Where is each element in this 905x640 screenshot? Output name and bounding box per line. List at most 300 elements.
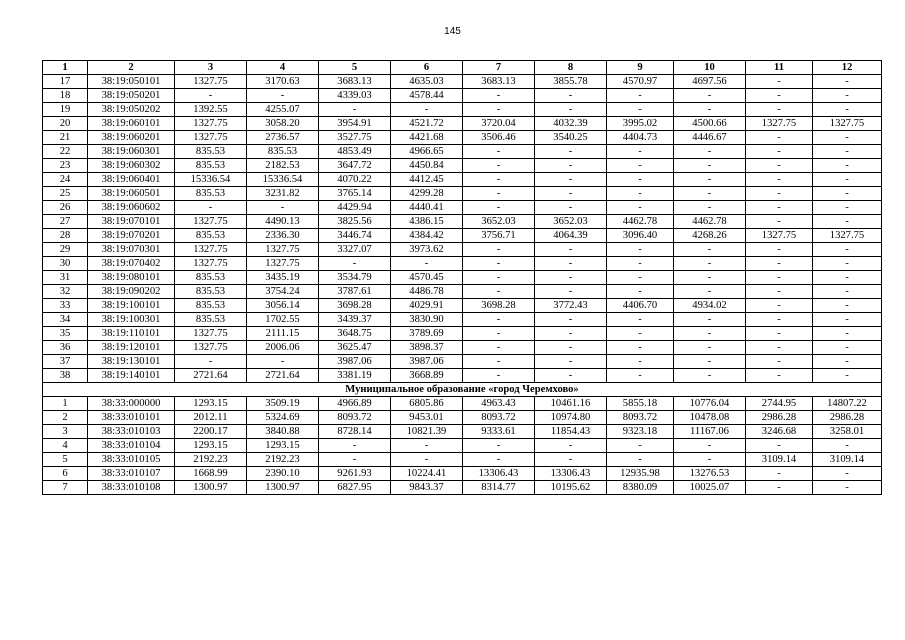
table-cell: - (463, 327, 535, 341)
table-cell: 38:33:010108 (88, 481, 175, 495)
table-cell: - (463, 89, 535, 103)
table-row (43, 355, 882, 369)
table-cell: 835.53 (175, 229, 247, 243)
table-cell: 3540.25 (535, 131, 607, 145)
table-cell: - (463, 439, 535, 453)
table-cell: 3954.91 (319, 117, 391, 131)
table-cell: - (746, 271, 813, 285)
table-cell: 1702.55 (247, 313, 319, 327)
table-cell: - (607, 243, 674, 257)
table-cell: 4853.49 (319, 145, 391, 159)
table-cell: 5855.18 (607, 397, 674, 411)
table-cell: 2012.11 (175, 411, 247, 425)
table-cell: 3381.19 (319, 369, 391, 383)
table-cell: 38:19:050202 (88, 103, 175, 117)
table-cell: - (746, 355, 813, 369)
table-cell: 15336.54 (175, 173, 247, 187)
table-cell: 4384.42 (391, 229, 463, 243)
table-row (43, 145, 882, 159)
page-number: 145 (444, 26, 461, 37)
table-cell: 4635.03 (391, 75, 463, 89)
table-cell: - (674, 453, 746, 467)
table-cell: 1668.99 (175, 467, 247, 481)
table-cell: 835.53 (175, 299, 247, 313)
table-cell: 4446.67 (674, 131, 746, 145)
table-cell: 835.53 (175, 187, 247, 201)
table-cell: 4 (43, 439, 88, 453)
table-cell: 4440.41 (391, 201, 463, 215)
table-cell: - (746, 313, 813, 327)
table-cell: 2006.06 (247, 341, 319, 355)
col-header: 7 (463, 61, 535, 75)
table-cell: 10776.04 (674, 397, 746, 411)
table-cell: - (813, 159, 882, 173)
table-cell: 38:19:140101 (88, 369, 175, 383)
table-cell: 1327.75 (175, 257, 247, 271)
table-cell: - (813, 285, 882, 299)
table-cell: 38:33:010107 (88, 467, 175, 481)
table-cell: 38:19:070201 (88, 229, 175, 243)
table-cell: 3772.43 (535, 299, 607, 313)
table-cell: 10974.80 (535, 411, 607, 425)
table-row (43, 215, 882, 229)
table-cell: 38:19:120101 (88, 341, 175, 355)
table-cell: 3509.19 (247, 397, 319, 411)
table-cell: - (607, 313, 674, 327)
table-cell: 38:19:060301 (88, 145, 175, 159)
table-cell: 30 (43, 257, 88, 271)
table-cell: - (607, 187, 674, 201)
table-cell: 1293.15 (247, 439, 319, 453)
table-cell: 4064.39 (535, 229, 607, 243)
table-cell: 3506.46 (463, 131, 535, 145)
table-cell: 1327.75 (813, 229, 882, 243)
table-cell: 3720.04 (463, 117, 535, 131)
table-cell: - (535, 103, 607, 117)
table-cell: - (247, 201, 319, 215)
table-cell: 835.53 (175, 313, 247, 327)
table-cell: - (463, 285, 535, 299)
table-cell: 835.53 (175, 145, 247, 159)
table-cell: - (535, 173, 607, 187)
table-cell: 38:19:060602 (88, 201, 175, 215)
table-row (43, 243, 882, 257)
table-row (43, 201, 882, 215)
table-cell: - (607, 201, 674, 215)
table-row (43, 369, 882, 383)
table-cell: 1327.75 (746, 117, 813, 131)
table-cell: - (175, 355, 247, 369)
table-cell: - (813, 481, 882, 495)
table-cell: 5 (43, 453, 88, 467)
table-cell: 4412.45 (391, 173, 463, 187)
table-cell: 38:33:010104 (88, 439, 175, 453)
table-cell: 2336.30 (247, 229, 319, 243)
table-cell: 29 (43, 243, 88, 257)
table-cell: 3625.47 (319, 341, 391, 355)
table-cell: 3754.24 (247, 285, 319, 299)
table-cell: 35 (43, 327, 88, 341)
table-cell: - (607, 369, 674, 383)
table-cell: - (391, 257, 463, 271)
table-cell: 4386.15 (391, 215, 463, 229)
table-cell: - (813, 201, 882, 215)
table-cell: 2986.28 (813, 411, 882, 425)
table-cell: 38:19:080101 (88, 271, 175, 285)
table-cell: 38:33:010103 (88, 425, 175, 439)
table-cell: 4268.26 (674, 229, 746, 243)
table-cell: - (463, 243, 535, 257)
table-row (43, 397, 882, 411)
table-cell: 3698.28 (463, 299, 535, 313)
table-cell: 6 (43, 467, 88, 481)
table-cell: 4299.28 (391, 187, 463, 201)
table-cell: 36 (43, 341, 88, 355)
table-cell: 8314.77 (463, 481, 535, 495)
table-cell: - (535, 257, 607, 271)
table-cell: 38:19:130101 (88, 355, 175, 369)
table-cell: - (463, 341, 535, 355)
table-cell: 6805.86 (391, 397, 463, 411)
table-cell: 1327.75 (175, 341, 247, 355)
table-cell: 9261.93 (319, 467, 391, 481)
table-cell: - (746, 439, 813, 453)
table-cell: - (607, 341, 674, 355)
table-cell: 1327.75 (746, 229, 813, 243)
table-cell: 1300.97 (247, 481, 319, 495)
table-cell: 8093.72 (319, 411, 391, 425)
table-cell: - (746, 215, 813, 229)
table-cell: - (607, 257, 674, 271)
table-cell: - (813, 313, 882, 327)
table-cell: - (535, 159, 607, 173)
table-cell: - (463, 257, 535, 271)
table-cell: 2200.17 (175, 425, 247, 439)
table-cell: 3787.61 (319, 285, 391, 299)
table-cell: 13306.43 (535, 467, 607, 481)
table-cell: 3789.69 (391, 327, 463, 341)
table-cell: - (813, 103, 882, 117)
table-row (43, 229, 882, 243)
table-cell: 1327.75 (175, 75, 247, 89)
table-cell: - (535, 439, 607, 453)
table-cell: - (746, 159, 813, 173)
table-cell: - (463, 369, 535, 383)
table-row (43, 131, 882, 145)
table-cell: 3109.14 (813, 453, 882, 467)
table-cell: - (607, 271, 674, 285)
table-cell: - (607, 453, 674, 467)
table-cell: 38:19:070101 (88, 215, 175, 229)
table-cell: - (674, 89, 746, 103)
table-cell: 4934.02 (674, 299, 746, 313)
table-cell: - (674, 271, 746, 285)
table-cell: - (535, 355, 607, 369)
table-cell: 3683.13 (463, 75, 535, 89)
table-cell: 38:33:010105 (88, 453, 175, 467)
table-cell: - (535, 453, 607, 467)
table-cell: 2192.23 (247, 453, 319, 467)
table-row (43, 257, 882, 271)
table-cell: - (319, 453, 391, 467)
table-cell: 8093.72 (463, 411, 535, 425)
table-row (43, 75, 882, 89)
table-cell: 10195.62 (535, 481, 607, 495)
table-row (43, 327, 882, 341)
table-cell: 1293.15 (175, 439, 247, 453)
table-cell: 37 (43, 355, 88, 369)
table-cell: 3698.28 (319, 299, 391, 313)
table-cell: 17 (43, 75, 88, 89)
table-cell: 38:19:070402 (88, 257, 175, 271)
table-cell: - (175, 201, 247, 215)
table-cell: - (813, 131, 882, 145)
col-header: 12 (813, 61, 882, 75)
table-cell: 3973.62 (391, 243, 463, 257)
table-row (43, 425, 882, 439)
table-cell: 4450.84 (391, 159, 463, 173)
table-cell: 1327.75 (175, 215, 247, 229)
table-row (43, 117, 882, 131)
table-cell: - (813, 215, 882, 229)
table-cell: - (463, 453, 535, 467)
table-cell: 14807.22 (813, 397, 882, 411)
table-cell: 38:19:100301 (88, 313, 175, 327)
table-cell: 1327.75 (175, 327, 247, 341)
table-cell: 2986.28 (746, 411, 813, 425)
table-cell: - (746, 173, 813, 187)
table-cell: - (391, 453, 463, 467)
table-cell: 2744.95 (746, 397, 813, 411)
table-cell: 23 (43, 159, 88, 173)
table-cell: 4966.65 (391, 145, 463, 159)
table-row (43, 89, 882, 103)
table-cell: 3056.14 (247, 299, 319, 313)
table-cell: 7 (43, 481, 88, 495)
table-cell: - (535, 187, 607, 201)
table-cell: - (463, 201, 535, 215)
table-cell: 1327.75 (247, 243, 319, 257)
table-cell: - (746, 369, 813, 383)
table-cell: - (607, 285, 674, 299)
table-cell: - (535, 341, 607, 355)
table-cell: 3756.71 (463, 229, 535, 243)
col-header: 5 (319, 61, 391, 75)
table-row (43, 271, 882, 285)
table-cell: 3231.82 (247, 187, 319, 201)
col-header: 9 (607, 61, 674, 75)
table-cell: - (813, 299, 882, 313)
table-cell: 2736.57 (247, 131, 319, 145)
table-cell: 4966.89 (319, 397, 391, 411)
table-cell: - (746, 103, 813, 117)
table-cell: 3258.01 (813, 425, 882, 439)
table-cell: 4339.03 (319, 89, 391, 103)
col-header: 6 (391, 61, 463, 75)
table-cell: 11854.43 (535, 425, 607, 439)
table-cell: 8093.72 (607, 411, 674, 425)
table-cell: 33 (43, 299, 88, 313)
table-cell: 3170.63 (247, 75, 319, 89)
table-cell: 5324.69 (247, 411, 319, 425)
table-cell: - (535, 243, 607, 257)
table-cell: 9843.37 (391, 481, 463, 495)
table-cell: 4578.44 (391, 89, 463, 103)
table-cell: - (674, 103, 746, 117)
table-cell: 3987.06 (391, 355, 463, 369)
table-row (43, 481, 882, 495)
table-cell: 2390.10 (247, 467, 319, 481)
table-cell: - (535, 285, 607, 299)
table-cell: 2 (43, 411, 88, 425)
table-cell: - (746, 131, 813, 145)
table-cell: - (746, 187, 813, 201)
table-cell: - (607, 439, 674, 453)
table-cell: 2182.53 (247, 159, 319, 173)
table-cell: - (674, 257, 746, 271)
table-row (43, 285, 882, 299)
table-cell: 3765.14 (319, 187, 391, 201)
table-cell: - (674, 243, 746, 257)
table-cell: 1293.15 (175, 397, 247, 411)
table-row (43, 187, 882, 201)
table-cell: - (463, 159, 535, 173)
table-cell: 1327.75 (175, 117, 247, 131)
table-cell: 10224.41 (391, 467, 463, 481)
table-cell: 4500.66 (674, 117, 746, 131)
table-cell: 38:19:060201 (88, 131, 175, 145)
section-title: Муниципальное образование «город Черемхово» (43, 383, 882, 397)
table-cell: 38:19:060101 (88, 117, 175, 131)
table-cell: 22 (43, 145, 88, 159)
table-cell: - (463, 103, 535, 117)
table-cell: - (746, 257, 813, 271)
table-cell: 1327.75 (175, 243, 247, 257)
table-cell: - (463, 271, 535, 285)
table-cell: - (674, 145, 746, 159)
table-cell: 38:19:090202 (88, 285, 175, 299)
data-table (42, 60, 882, 495)
table-cell: - (813, 271, 882, 285)
table-cell: - (674, 327, 746, 341)
table-cell: 1392.55 (175, 103, 247, 117)
table-cell: - (746, 243, 813, 257)
table-cell: - (813, 341, 882, 355)
table-cell: - (463, 187, 535, 201)
table-cell: 835.53 (175, 285, 247, 299)
table-cell: 2721.64 (247, 369, 319, 383)
table-cell: - (535, 201, 607, 215)
table-cell: 1327.75 (175, 131, 247, 145)
table-cell: 3246.68 (746, 425, 813, 439)
table-cell: - (746, 285, 813, 299)
table-cell: 38:33:010101 (88, 411, 175, 425)
table-cell: - (746, 327, 813, 341)
table-cell: 38:19:050101 (88, 75, 175, 89)
table-cell: 4462.78 (674, 215, 746, 229)
table-cell: - (746, 145, 813, 159)
table-cell: 4570.97 (607, 75, 674, 89)
col-header: 1 (43, 61, 88, 75)
table-cell: 34 (43, 313, 88, 327)
table-cell: 835.53 (175, 159, 247, 173)
table-cell: 3648.75 (319, 327, 391, 341)
table-cell: - (674, 313, 746, 327)
table-cell: - (813, 327, 882, 341)
table-cell: - (607, 355, 674, 369)
table-cell: - (674, 159, 746, 173)
table-cell: 38:19:110101 (88, 327, 175, 341)
table-cell: 4462.78 (607, 215, 674, 229)
table-cell: - (607, 173, 674, 187)
table-cell: - (463, 173, 535, 187)
table-cell: 10461.16 (535, 397, 607, 411)
table-cell: - (813, 243, 882, 257)
table-cell: 4255.07 (247, 103, 319, 117)
table-cell: 3668.89 (391, 369, 463, 383)
table-cell: - (247, 89, 319, 103)
table-cell: 4490.13 (247, 215, 319, 229)
table-cell: - (813, 145, 882, 159)
table-cell: 3840.88 (247, 425, 319, 439)
table-cell: 21 (43, 131, 88, 145)
table-cell: 4429.94 (319, 201, 391, 215)
table-cell: 3652.03 (535, 215, 607, 229)
table-cell: 835.53 (247, 145, 319, 159)
table-cell: - (319, 257, 391, 271)
table-cell: - (674, 341, 746, 355)
table-cell: 4029.91 (391, 299, 463, 313)
table-cell: 3987.06 (319, 355, 391, 369)
table-cell: 4486.78 (391, 285, 463, 299)
table-cell: - (746, 75, 813, 89)
table-cell: 3096.40 (607, 229, 674, 243)
table-cell: - (674, 201, 746, 215)
table-cell: 3683.13 (319, 75, 391, 89)
table-cell: 13276.53 (674, 467, 746, 481)
table-cell: 8380.09 (607, 481, 674, 495)
table-cell: - (319, 439, 391, 453)
table-cell: 28 (43, 229, 88, 243)
table-cell: - (674, 369, 746, 383)
table-cell: - (813, 467, 882, 481)
table-cell: 3435.19 (247, 271, 319, 285)
table-cell: 32 (43, 285, 88, 299)
table-cell: - (674, 355, 746, 369)
table-cell: 835.53 (175, 271, 247, 285)
table-cell: 38:19:100101 (88, 299, 175, 313)
table-cell: - (746, 299, 813, 313)
table-cell: 24 (43, 173, 88, 187)
table-cell: 10478.08 (674, 411, 746, 425)
table-cell: - (535, 145, 607, 159)
table-row (43, 159, 882, 173)
table-cell: 3 (43, 425, 88, 439)
table-cell: 4032.39 (535, 117, 607, 131)
table-cell: - (391, 103, 463, 117)
table-cell: 2192.23 (175, 453, 247, 467)
col-header: 11 (746, 61, 813, 75)
table-cell: 38:19:050201 (88, 89, 175, 103)
table-cell: - (746, 89, 813, 103)
table-row (43, 103, 882, 117)
table-cell: 3652.03 (463, 215, 535, 229)
table-row (43, 453, 882, 467)
table-cell: 27 (43, 215, 88, 229)
table-cell: 1327.75 (247, 257, 319, 271)
table-cell: - (813, 89, 882, 103)
table-cell: - (813, 439, 882, 453)
